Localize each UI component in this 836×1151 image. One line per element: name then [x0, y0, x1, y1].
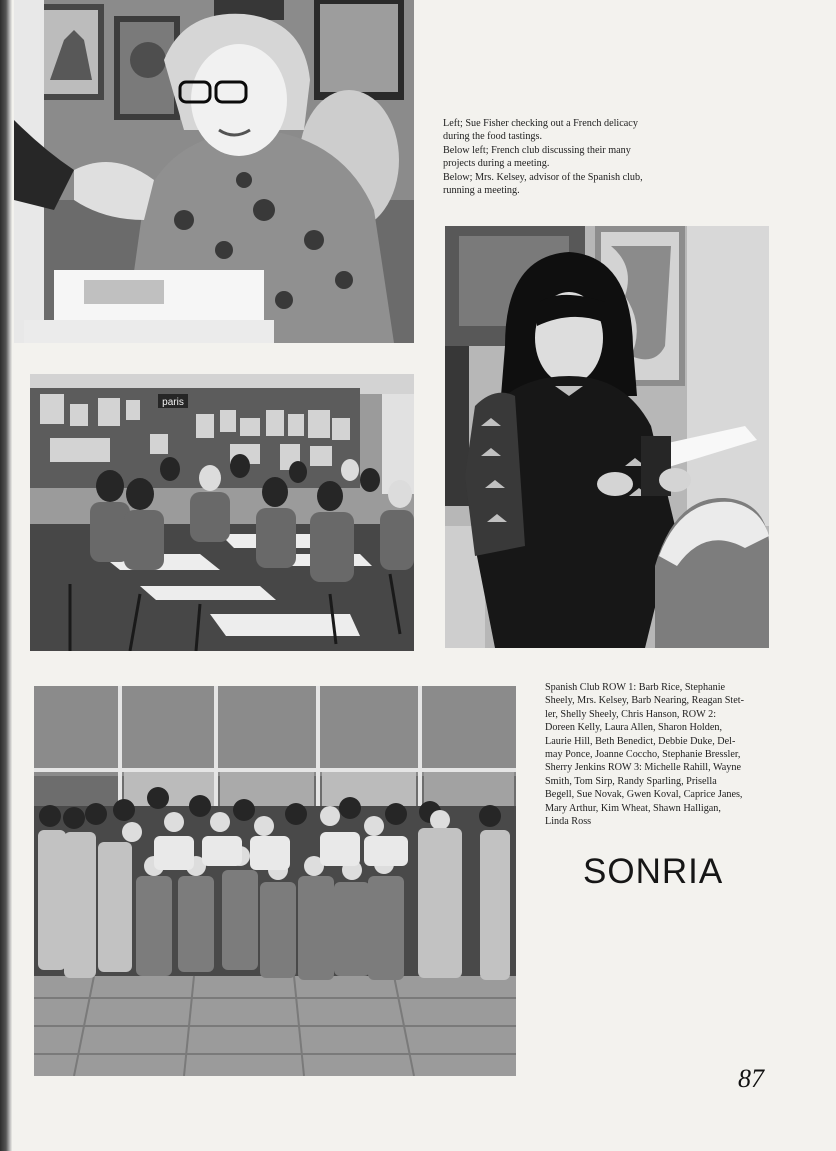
food-tasting-photo [14, 0, 414, 343]
roster-line: Spanish Club ROW 1: Barb Rice, Stephanie [545, 682, 726, 693]
caption-line: Below left; French club discussing their many [443, 144, 631, 156]
classroom-sign: paris [162, 397, 184, 408]
roster-line: Doreen Kelly, Laura Allen, Sharon Holden, [545, 722, 723, 734]
spanish-club-advisor-photo [445, 226, 769, 648]
roster-line: Begell, Sue Novak, Gwen Koval, Caprice Janes, [545, 789, 743, 801]
spanish-club-group-photo [34, 686, 516, 1076]
photo-captions [443, 117, 703, 197]
page-number: 87 [738, 1064, 764, 1093]
caption-line: Left; Sue Fisher checking out a French delicacy [443, 118, 638, 129]
roster-line: Laurie Hill, Beth Benedict, Debbie Duke, Del- [545, 735, 736, 747]
roster-line: Linda Ross [545, 816, 592, 828]
roster-line: Sheely, Mrs. Kelsey, Barb Nearing, Reagan Stet- [545, 695, 744, 707]
roster-line: may Ponce, Joanne Coccho, Stephanie Bressler, [545, 749, 741, 761]
roster-line: Mary Arthur, Kim Wheat, Shawn Halligan, [545, 802, 721, 814]
page-title: SONRIA [583, 852, 724, 891]
spanish-club-roster [545, 681, 773, 828]
roster-line: ler, Shelly Sheely, Chris Hanson, ROW 2: [545, 708, 717, 720]
roster-line: Sherry Jenkins ROW 3: Michelle Rahill, Wayne [545, 762, 742, 774]
caption-line: projects during a meeting. [443, 158, 550, 170]
french-club-meeting-photo [30, 374, 414, 651]
caption-line: running a meeting. [443, 185, 520, 197]
binding-edge [0, 0, 12, 1151]
caption-line: during the food tastings. [443, 131, 543, 143]
caption-line: Below; Mrs. Kelsey, advisor of the Spanish club, [443, 171, 643, 183]
roster-line: Smith, Tom Sirp, Randy Sparling, Prisella [545, 775, 717, 787]
